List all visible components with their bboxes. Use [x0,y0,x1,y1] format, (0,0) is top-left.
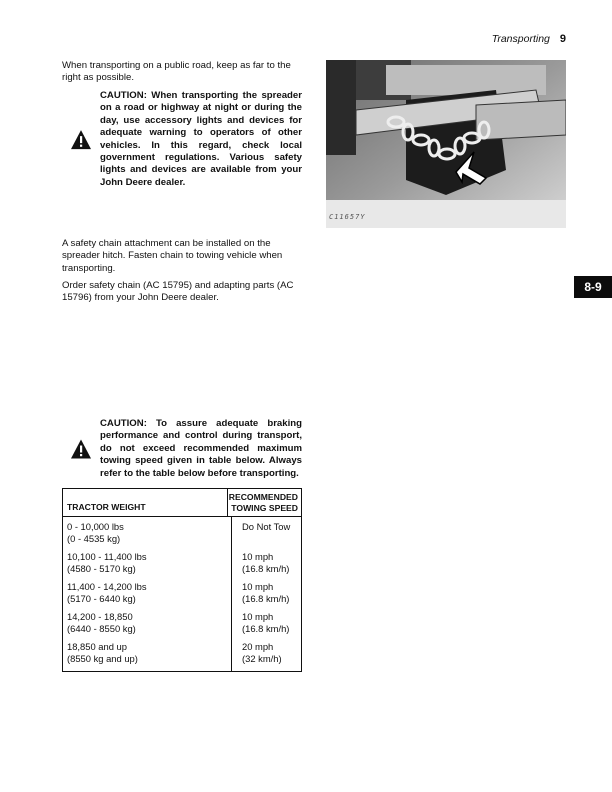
section-tab: 8-9 [574,276,612,298]
table-row: 10 mph (16.8 km/h) [242,611,290,634]
speed-column [231,517,301,672]
table-row: 10 mph (16.8 km/h) [242,551,290,574]
towing-speed-table [62,488,302,672]
page-number: 9 [559,33,566,45]
hitch-chain-photo [326,60,566,228]
caution-speed-text: CAUTION: To assure adequate braking performance and control during transport, do not exceed recommended maximum towing speed given in table below. Always refer to the table below before transporting. [100,418,302,479]
order-chain-paragraph: Order safety chain (AC 15795) and adapting parts (AC 15796) from your John Deere dealer. [62,280,294,304]
safety-chain-paragraph: A safety chain attachment can be installed on the spreader hitch. Fasten chain to towing vehicle when transporting. [62,238,283,274]
photo-id: C11657Y [329,213,366,221]
caution-speed-block [70,418,302,480]
table-row: 10 mph (16.8 km/h) [242,581,290,604]
table-row: 0 - 10,000 lbs (0 - 4535 kg) [67,521,124,544]
page-header [492,33,566,45]
table-row: 10,100 - 11,400 lbs (4580 - 5170 kg) [67,551,147,574]
table-row: Do Not Tow [242,521,291,532]
header-tractor-weight: TRACTOR WEIGHT [67,502,146,512]
warning-triangle-icon [70,91,92,189]
table-header [63,489,301,517]
section-title: Transporting [491,33,550,45]
header-towing-speed: RECOMMENDED TOWING SPEED [227,489,301,516]
weight-column [63,517,231,672]
table-row: 18,850 and up (8550 kg and up) [67,641,138,664]
caution-lights-text: CAUTION: When transporting the spreader on a road or highway at night or during the day, use accessory lights and devices for adequate warning to operators of other vehicles. In this regard, check local government regulations. Various safety lights and devices are available from your John Deere dealer. [100,90,302,188]
road-paragraph: When transporting on a public road, keep as far to the right as possible. [62,60,291,84]
table-body [63,517,301,672]
warning-triangle-icon [70,419,92,480]
table-row: 20 mph (32 km/h) [242,641,282,664]
caution-lights-block [70,90,302,189]
table-row: 14,200 - 18,850 (6440 - 8550 kg) [67,611,136,634]
table-row: 11,400 - 14,200 lbs (5170 - 6440 kg) [67,581,147,604]
